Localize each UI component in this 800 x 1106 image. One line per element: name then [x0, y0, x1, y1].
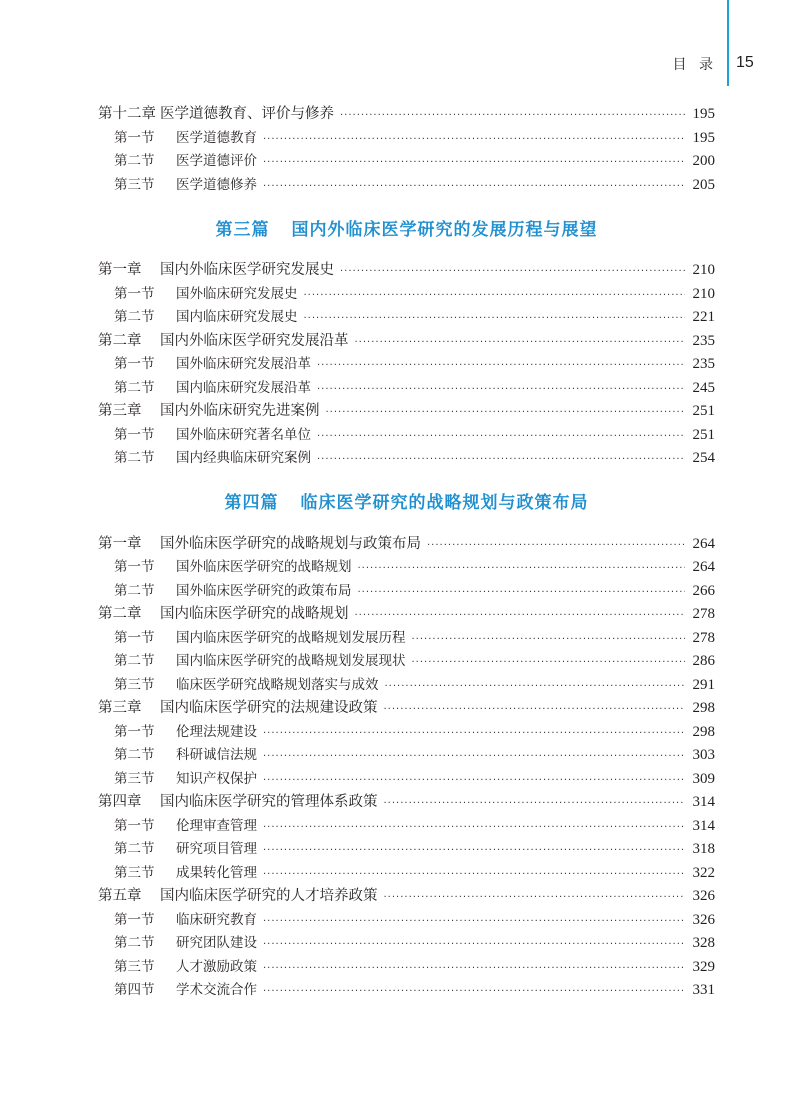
page-reference: 322	[692, 864, 715, 881]
page-reference: 328	[692, 935, 715, 951]
toc-section-entry[interactable]	[98, 955, 715, 979]
dot-leader	[355, 337, 686, 348]
section-number: 第一节	[114, 629, 155, 646]
section-title: 国内经典临床研究案例	[176, 450, 311, 466]
part-title: 国内外临床医学研究的发展历程与展望	[291, 219, 598, 240]
toc-chapter-entry[interactable]	[98, 602, 715, 626]
dot-leader	[263, 751, 685, 762]
page-reference: 291	[692, 676, 715, 693]
page-reference: 318	[692, 841, 715, 857]
toc-section-entry[interactable]	[98, 767, 715, 791]
page-reference: 235	[692, 356, 715, 372]
dot-leader	[340, 110, 685, 121]
chapter-number: 第三章	[98, 700, 142, 716]
dot-leader	[263, 986, 685, 997]
part-heading	[98, 196, 715, 258]
page-number: 15	[736, 54, 754, 71]
section-number: 第二节	[114, 747, 155, 763]
section-title: 国内临床研究发展沿革	[176, 379, 311, 396]
toc-chapter-entry[interactable]	[98, 399, 715, 423]
section-title: 国内临床研究发展史	[176, 309, 298, 325]
page-reference: 235	[692, 332, 715, 349]
dot-leader	[355, 610, 686, 621]
dot-leader	[263, 963, 685, 974]
section-title: 学术交流合作	[176, 982, 257, 998]
section-number: 第二节	[114, 379, 155, 396]
section-title: 科研诚信法规	[176, 747, 257, 763]
part-number: 第四篇	[224, 493, 279, 513]
toc-section-entry[interactable]	[98, 720, 715, 744]
page-reference: 286	[692, 653, 715, 669]
section-title: 医学道德教育	[176, 129, 257, 146]
section-number: 第三节	[114, 770, 155, 787]
dot-leader	[304, 290, 686, 301]
section-number: 第二节	[114, 153, 155, 169]
section-number: 第一节	[114, 129, 155, 146]
dot-leader	[358, 563, 686, 574]
section-title: 国外临床研究发展沿革	[176, 356, 311, 372]
toc-section-entry[interactable]	[98, 861, 715, 885]
running-title: 目 录	[672, 57, 717, 73]
section-number: 第三节	[114, 958, 155, 975]
page-reference: 303	[692, 747, 715, 763]
toc-section-entry[interactable]	[98, 931, 715, 955]
section-title: 国内临床医学研究的战略规划发展历程	[176, 629, 406, 646]
section-title: 研究团队建设	[176, 935, 257, 951]
part-heading	[98, 470, 715, 532]
toc-section-entry[interactable]	[98, 376, 715, 400]
dot-leader	[384, 892, 686, 903]
page-reference: 298	[692, 700, 715, 716]
part-title: 临床医学研究的战略规划与政策布局	[300, 493, 589, 513]
toc-section-entry[interactable]	[98, 743, 715, 767]
dot-leader	[326, 407, 686, 418]
dot-leader	[263, 869, 685, 880]
page-reference: 251	[692, 426, 715, 443]
toc-chapter-entry[interactable]	[98, 696, 715, 720]
section-number: 第三节	[114, 676, 155, 693]
dot-leader	[317, 384, 685, 395]
section-number: 第二节	[114, 450, 155, 466]
section-title: 医学道德修养	[176, 176, 257, 193]
section-title: 临床研究教育	[176, 911, 257, 928]
toc-section-entry[interactable]	[98, 649, 715, 673]
page-reference: 210	[692, 262, 715, 278]
section-title: 伦理法规建设	[176, 723, 257, 740]
toc-chapter-entry[interactable]	[98, 102, 715, 126]
chapter-title: 国内临床医学研究的人才培养政策	[160, 888, 378, 904]
chapter-title: 医学道德教育、评价与修养	[160, 106, 334, 122]
toc-section-entry[interactable]	[98, 149, 715, 173]
section-number: 第一节	[114, 285, 155, 302]
dot-leader	[304, 313, 686, 324]
page-reference: 205	[692, 176, 715, 193]
section-number: 第一节	[114, 559, 155, 575]
section-title: 人才激励政策	[176, 958, 257, 975]
toc-section-entry[interactable]	[98, 673, 715, 697]
page-reference: 264	[692, 559, 715, 575]
toc-section-entry[interactable]	[98, 423, 715, 447]
section-title: 国内临床医学研究的战略规划发展现状	[176, 653, 406, 669]
chapter-title: 国内临床医学研究的战略规划	[160, 606, 349, 622]
dot-leader	[412, 657, 686, 668]
toc-chapter-entry[interactable]	[98, 329, 715, 353]
section-number: 第二节	[114, 309, 155, 325]
table-of-contents	[98, 102, 715, 1002]
page-reference: 278	[692, 629, 715, 646]
chapter-title: 国内临床医学研究的法规建设政策	[160, 700, 378, 716]
dot-leader	[263, 181, 685, 192]
chapter-number: 第一章	[98, 262, 142, 278]
page-reference: 309	[692, 770, 715, 787]
part-number: 第三篇	[215, 219, 270, 240]
toc-section-entry[interactable]	[98, 305, 715, 329]
section-number: 第三节	[114, 864, 155, 881]
chapter-title: 国内外临床医学研究发展沿革	[160, 332, 349, 349]
toc-section-entry[interactable]	[98, 352, 715, 376]
toc-section-entry[interactable]	[98, 814, 715, 838]
toc-section-entry[interactable]	[98, 555, 715, 579]
section-title: 国外临床医学研究的战略规划	[176, 559, 352, 575]
page-reference: 298	[692, 723, 715, 740]
dot-leader	[385, 681, 686, 692]
dot-leader	[263, 157, 685, 168]
dot-leader	[263, 845, 685, 856]
dot-leader	[384, 704, 686, 715]
section-number: 第四节	[114, 982, 155, 998]
dot-leader	[263, 939, 685, 950]
chapter-title: 国内临床医学研究的管理体系政策	[160, 794, 378, 810]
dot-leader	[263, 775, 685, 786]
page-reference: 210	[692, 285, 715, 302]
dot-leader	[263, 728, 685, 739]
chapter-number: 第二章	[98, 606, 142, 622]
toc-section-entry[interactable]	[98, 837, 715, 861]
page-reference: 329	[692, 958, 715, 975]
page-reference: 314	[692, 817, 715, 834]
chapter-title: 国内外临床研究先进案例	[160, 403, 320, 419]
dot-leader	[340, 266, 685, 277]
dot-leader	[263, 134, 685, 145]
dot-leader	[263, 916, 685, 927]
toc-section-entry[interactable]	[98, 908, 715, 932]
page-reference: 326	[692, 888, 715, 904]
toc-section-entry[interactable]	[98, 978, 715, 1002]
section-number: 第二节	[114, 582, 155, 599]
page-reference: 200	[692, 153, 715, 169]
page-reference: 264	[692, 535, 715, 552]
section-title: 临床医学研究战略规划落实与成效	[176, 676, 379, 693]
page-reference: 254	[692, 450, 715, 466]
page-reference: 331	[692, 982, 715, 998]
chapter-number: 第四章	[98, 794, 142, 810]
section-title: 国外临床研究著名单位	[176, 426, 311, 443]
dot-leader	[317, 454, 685, 465]
dot-leader	[317, 360, 685, 371]
toc-chapter-entry[interactable]	[98, 258, 715, 282]
toc-section-entry[interactable]	[98, 126, 715, 150]
section-title: 伦理审查管理	[176, 817, 257, 834]
section-title: 知识产权保护	[176, 770, 257, 787]
page-reference: 195	[692, 129, 715, 146]
section-number: 第一节	[114, 356, 155, 372]
toc-chapter-entry[interactable]	[98, 884, 715, 908]
dot-leader	[427, 540, 685, 551]
dot-leader	[317, 431, 685, 442]
page-reference: 221	[692, 309, 715, 325]
toc-chapter-entry[interactable]	[98, 790, 715, 814]
section-number: 第一节	[114, 426, 155, 443]
dot-leader	[412, 634, 686, 645]
section-number: 第一节	[114, 723, 155, 740]
dot-leader	[384, 798, 686, 809]
section-title: 国外临床研究发展史	[176, 285, 298, 302]
toc-chapter-entry[interactable]	[98, 532, 715, 556]
dot-leader	[358, 587, 686, 598]
page-reference: 278	[692, 606, 715, 622]
header-accent-line	[727, 0, 729, 86]
page-reference: 195	[692, 106, 715, 122]
toc-section-entry[interactable]	[98, 446, 715, 470]
section-number: 第三节	[114, 176, 155, 193]
page-reference: 245	[692, 379, 715, 396]
chapter-title: 国外临床医学研究的战略规划与政策布局	[160, 535, 421, 552]
toc-section-entry[interactable]	[98, 626, 715, 650]
page-reference: 326	[692, 911, 715, 928]
chapter-number: 第一章	[98, 535, 142, 552]
section-number: 第二节	[114, 935, 155, 951]
section-number: 第二节	[114, 653, 155, 669]
section-title: 研究项目管理	[176, 841, 257, 857]
chapter-number: 第五章	[98, 888, 142, 904]
section-title: 成果转化管理	[176, 864, 257, 881]
section-number: 第一节	[114, 911, 155, 928]
section-number: 第二节	[114, 841, 155, 857]
dot-leader	[263, 822, 685, 833]
page-reference: 266	[692, 582, 715, 599]
toc-section-entry[interactable]	[98, 282, 715, 306]
chapter-number: 第三章	[98, 403, 142, 419]
toc-section-entry[interactable]	[98, 173, 715, 197]
section-number: 第一节	[114, 817, 155, 834]
section-title: 国外临床医学研究的政策布局	[176, 582, 352, 599]
page-reference: 251	[692, 403, 715, 419]
chapter-number: 第十二章	[98, 106, 156, 122]
toc-section-entry[interactable]	[98, 579, 715, 603]
section-title: 医学道德评价	[176, 153, 257, 169]
chapter-number: 第二章	[98, 332, 142, 349]
page-reference: 314	[692, 794, 715, 810]
chapter-title: 国内外临床医学研究发展史	[160, 262, 334, 278]
